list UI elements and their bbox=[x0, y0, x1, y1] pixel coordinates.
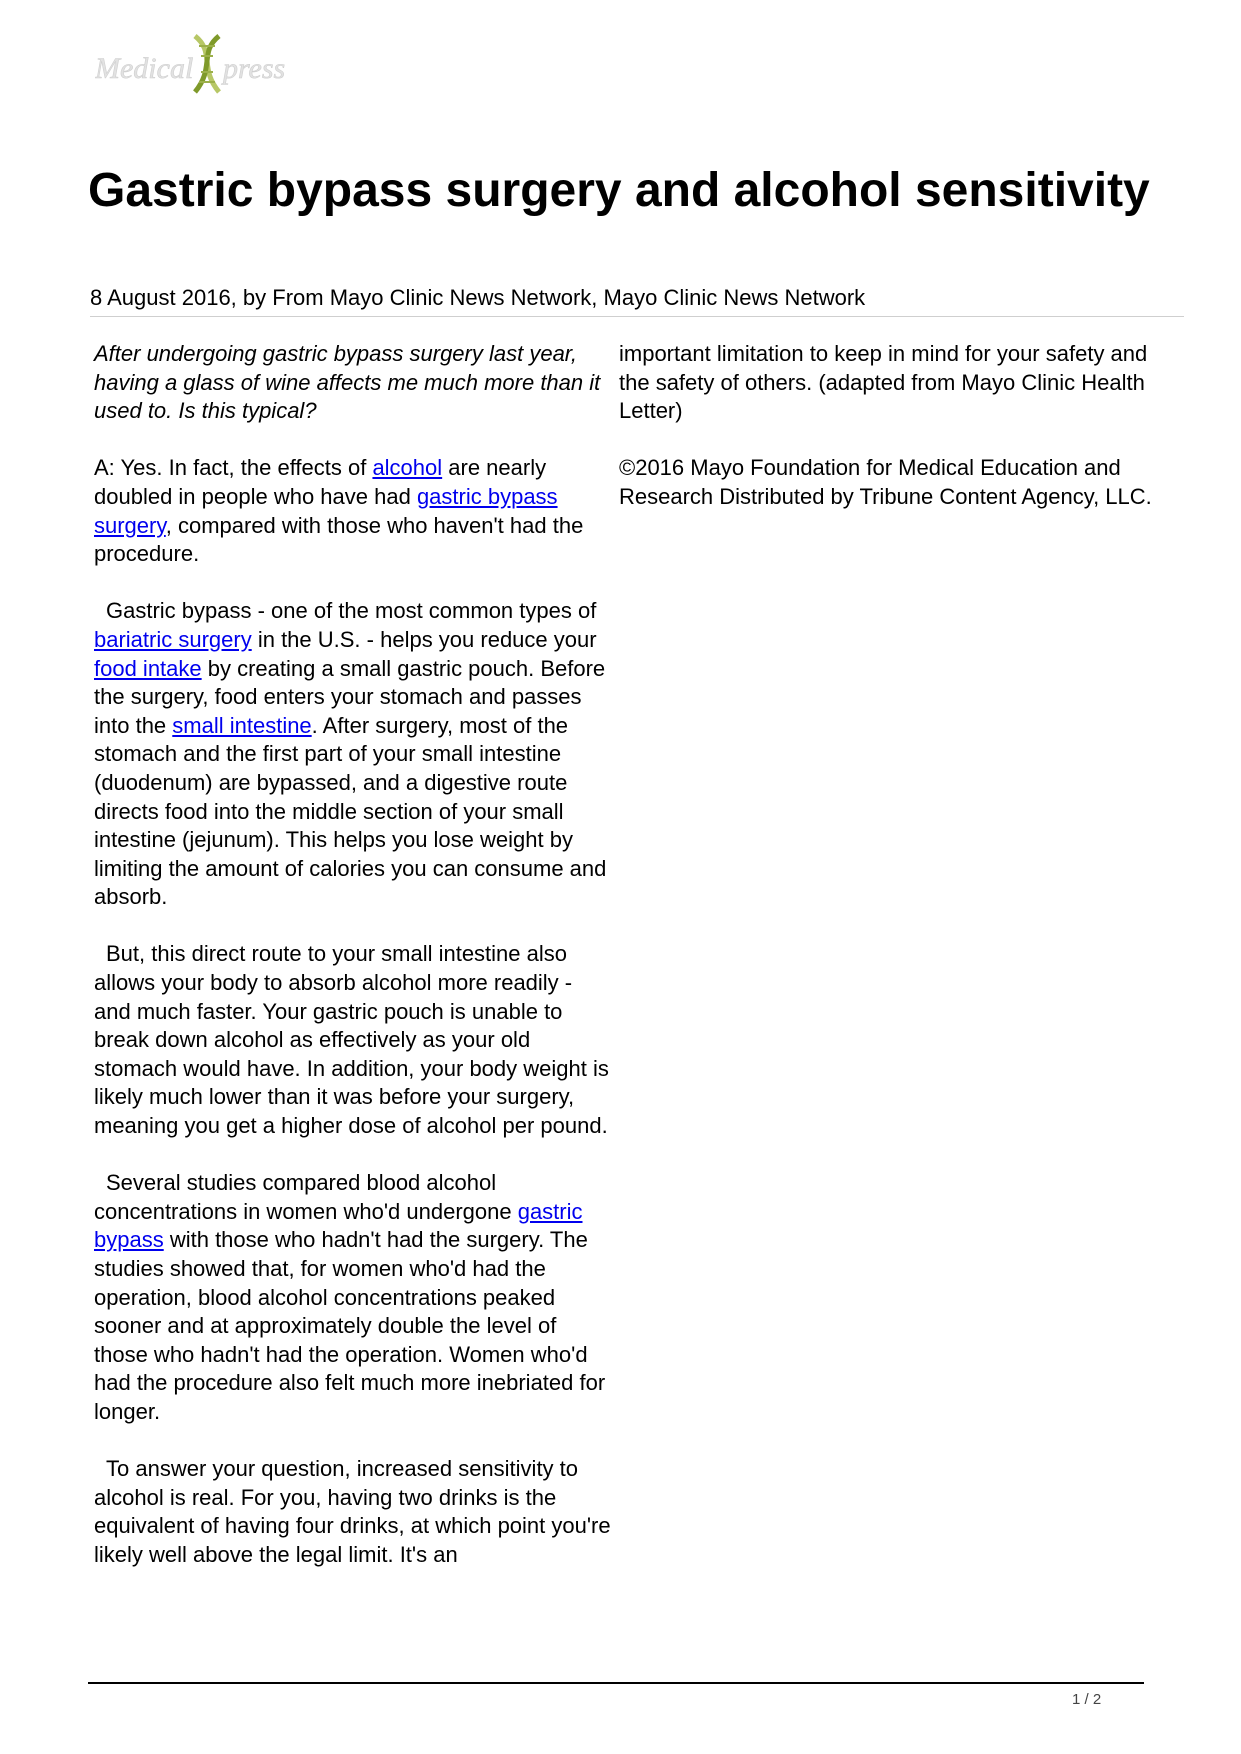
text-span: A: Yes. In fact, the effects of bbox=[94, 455, 373, 481]
link-small-intestine[interactable]: small intestine bbox=[172, 712, 312, 738]
text-span: . After surgery, most of the stomach and the first part of your small intestine (duodenum) are bypassed, and a digestive route directs food into the middle section of your small intestine (jejunum). This helps you lose weight by limiting the amount of calories you can consume and absorb. bbox=[94, 712, 607, 910]
header-divider bbox=[90, 316, 1184, 317]
link-gastric-bypass[interactable]: gastric bypass bbox=[94, 1198, 583, 1253]
article-column-right bbox=[619, 340, 1159, 540]
helix-icon bbox=[195, 36, 219, 92]
text-span: To answer your question, increased sensitivity to alcohol is real. For you, having two drinks is the equivalent of having four drinks, at which point you're likely well above the legal limit. It's an bbox=[94, 1456, 611, 1567]
text-span: Several studies compared blood alcohol concentrations in women who'd undergone bbox=[94, 1170, 518, 1224]
copyright-notice: ©2016 Mayo Foundation for Medical Education and Research Distributed by Tribune Content Agency, LLC. bbox=[619, 455, 1152, 509]
article-column-left bbox=[94, 340, 614, 1598]
text-span: in the U.S. - helps you reduce your bbox=[251, 626, 597, 652]
paragraph-direct-route bbox=[94, 940, 614, 1140]
reader-question: After undergoing gastric bypass surgery last year, having a glass of wine affects me much more than it used to. Is this typical? bbox=[94, 341, 601, 424]
logo-graphic bbox=[95, 30, 325, 100]
text-span: with those who hadn't had the surgery. The studies showed that, for women who'd had the operation, blood alcohol concentrations peaked sooner and at approximately double the level of those who hadn't had the operation. Women who'd had the procedure also felt much more inebriated for longer. bbox=[94, 1227, 606, 1424]
paragraph-answer bbox=[94, 454, 614, 568]
medicalxpress-logo bbox=[95, 30, 325, 100]
link-gastric-bypass-surgery[interactable]: gastric bypass surgery bbox=[94, 483, 558, 538]
link-alcohol[interactable]: alcohol bbox=[372, 455, 443, 481]
paragraph-answer-conclusion-part1 bbox=[94, 1455, 614, 1569]
text-span: are nearly doubled in people who have had bbox=[94, 455, 547, 509]
svg-text:Medical: Medical bbox=[95, 52, 194, 85]
text-span: , compared with those who haven't had the procedure. bbox=[94, 512, 584, 567]
text-span: But, this direct route to your small intestine also allows your body to absorb alcohol more readily - and much faster. Your gastric pouch is unable to break down alcohol as effectively as your old stomach would have. In addition, your body weight is likely much lower than it was before your surgery, meaning you get a higher dose of alcohol per pound. bbox=[94, 941, 609, 1139]
text-span: by creating a small gastric pouch. Before the surgery, food enters your stomach and passes into the bbox=[94, 655, 606, 738]
link-bariatric-surgery[interactable]: bariatric surgery bbox=[94, 626, 252, 652]
footer-divider bbox=[88, 1682, 1144, 1684]
paragraph-studies bbox=[94, 1169, 614, 1426]
article-title: Gastric bypass surgery and alcohol sensitivity bbox=[88, 164, 1150, 217]
text-span: Gastric bypass - one of the most common types of bbox=[106, 598, 597, 624]
paragraph-gastric-bypass bbox=[94, 597, 614, 912]
page-number: 1 / 2 bbox=[1072, 1691, 1102, 1708]
link-food-intake[interactable]: food intake bbox=[94, 655, 202, 681]
svg-text:press: press bbox=[223, 52, 286, 85]
article-byline: 8 August 2016, by From Mayo Clinic News Network, Mayo Clinic News Network bbox=[90, 285, 866, 310]
paragraph-answer-conclusion-part2: important limitation to keep in mind for your safety and the safety of others. (adapted from Mayo Clinic Health Letter) bbox=[619, 341, 1148, 424]
